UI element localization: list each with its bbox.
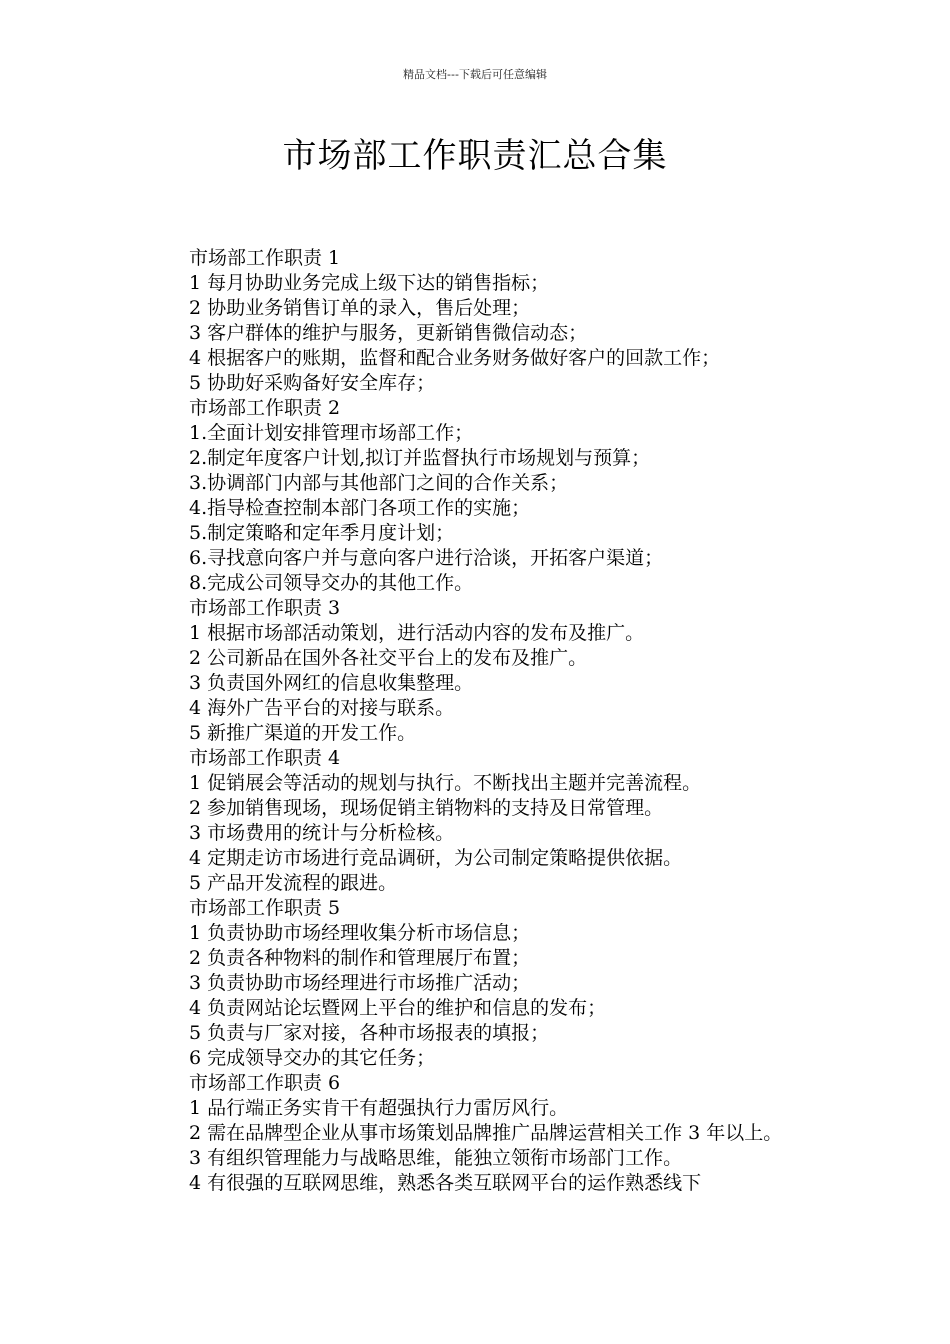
list-item: 1.全面计划安排管理市场部工作； — [189, 422, 474, 444]
list-item: 2 负责各种物料的制作和管理展厅布置； — [189, 947, 531, 969]
list-item: 3 负责国外网红的信息收集整理。 — [189, 672, 474, 694]
list-item: 2 公司新品在国外各社交平台上的发布及推广。 — [189, 647, 588, 669]
section-heading: 市场部工作职责 4 — [189, 747, 341, 769]
section-heading: 市场部工作职责 6 — [189, 1072, 341, 1094]
list-item: 3 负责协助市场经理进行市场推广活动； — [189, 972, 531, 994]
list-item: 1 根据市场部活动策划，进行活动内容的发布及推广。 — [189, 622, 645, 644]
list-item: 3 客户群体的维护与服务，更新销售微信动态； — [189, 322, 588, 344]
list-item: 5.制定策略和定年季月度计划； — [189, 522, 455, 544]
list-item: 2 需在品牌型企业从事市场策划品牌推广品牌运营相关工作 3 年以上。 — [189, 1122, 783, 1144]
list-item: 5 协助好采购备好安全库存； — [189, 372, 436, 394]
header-note: 精品文档---下载后可任意编辑 — [403, 68, 547, 81]
section-heading: 市场部工作职责 5 — [189, 897, 341, 919]
list-item: 1 负责协助市场经理收集分析市场信息； — [189, 922, 531, 944]
section-heading: 市场部工作职责 1 — [189, 247, 341, 269]
list-item: 2 协助业务销售订单的录入，售后处理； — [189, 297, 531, 319]
list-item: 6 完成领导交办的其它任务； — [189, 1047, 436, 1069]
list-item: 5 产品开发流程的跟进。 — [189, 872, 398, 894]
list-item: 3 市场费用的统计与分析检核。 — [189, 822, 455, 844]
list-item: 1 促销展会等活动的规划与执行。不断找出主题并完善流程。 — [189, 772, 702, 794]
list-item: 5 负责与厂家对接，各种市场报表的填报； — [189, 1022, 550, 1044]
document-body — [145, 246, 825, 1196]
list-item: 4 负责网站论坛暨网上平台的维护和信息的发布； — [189, 997, 607, 1019]
list-item: 3.协调部门内部与其他部门之间的合作关系； — [189, 472, 569, 494]
section-heading: 市场部工作职责 3 — [189, 597, 341, 619]
list-item: 4 根据客户的账期，监督和配合业务财务做好客户的回款工作； — [189, 347, 721, 369]
list-item: 1 每月协助业务完成上级下达的销售指标； — [189, 272, 550, 294]
list-item: 6.寻找意向客户并与意向客户进行洽谈，开拓客户渠道； — [189, 547, 664, 569]
section-heading: 市场部工作职责 2 — [189, 397, 341, 419]
list-item: 4 有很强的互联网思维，熟悉各类互联网平台的运作熟悉线下 — [189, 1172, 702, 1194]
list-item: 8.完成公司领导交办的其他工作。 — [189, 572, 474, 594]
list-item: 4 海外广告平台的对接与联系。 — [189, 697, 455, 719]
list-item: 5 新推广渠道的开发工作。 — [189, 722, 417, 744]
list-item: 3 有组织管理能力与战略思维，能独立领衔市场部门工作。 — [189, 1147, 683, 1169]
list-item: 4 定期走访市场进行竞品调研，为公司制定策略提供依据。 — [189, 847, 683, 869]
list-item: 2 参加销售现场，现场促销主销物料的支持及日常管理。 — [189, 797, 664, 819]
document-title: 市场部工作职责汇总合集 — [282, 136, 668, 176]
list-item: 1 品行端正务实肯干有超强执行力雷厉风行。 — [189, 1097, 569, 1119]
list-item: 2.制定年度客户计划,拟订并监督执行市场规划与预算； — [189, 447, 651, 469]
list-item: 4.指导检查控制本部门各项工作的实施； — [189, 497, 531, 519]
